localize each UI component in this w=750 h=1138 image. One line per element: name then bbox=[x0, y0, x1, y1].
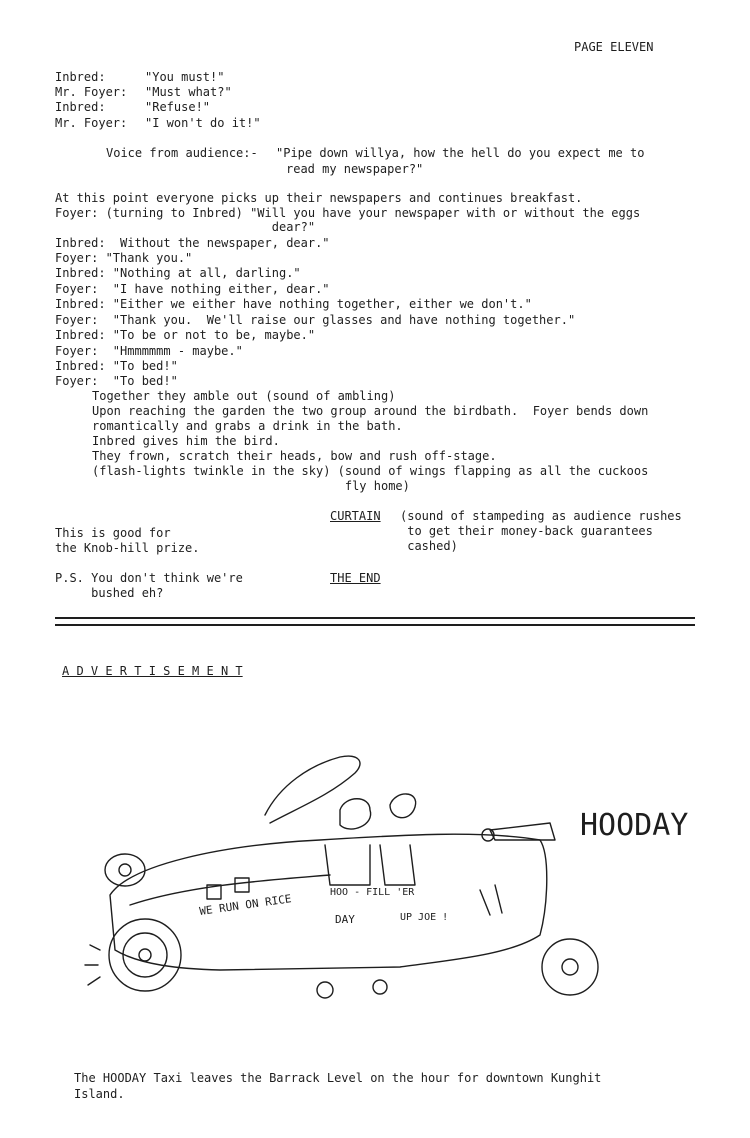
door-lettering-2: DAY bbox=[335, 913, 355, 926]
curtain-note: cashed) bbox=[400, 539, 458, 553]
caption-line: The HOODAY Taxi leaves the Barrack Level on the hour for downtown Kunghit bbox=[74, 1071, 602, 1085]
divider-rule bbox=[55, 617, 695, 619]
speaker: Inbred: bbox=[55, 70, 106, 84]
caption-line: Island. bbox=[74, 1087, 125, 1101]
direction-line: Together they amble out (sound of ambling) bbox=[92, 389, 396, 403]
dialogue-line: "Refuse!" bbox=[145, 100, 211, 114]
the-end: THE END bbox=[330, 571, 381, 585]
direction-line: (flash-lights twinkle in the sky) (sound of wings flapping as all the cuckoos bbox=[92, 464, 649, 478]
ps-note: P.S. You don't think we're bbox=[55, 571, 243, 585]
dialogue-line: Inbred: Without the newspaper, dear." bbox=[55, 236, 330, 250]
ps-note: bushed eh? bbox=[55, 586, 164, 600]
dialogue-line: Foyer: "I have nothing either, dear." bbox=[55, 282, 330, 296]
prize-note: This is good for bbox=[55, 526, 171, 540]
direction-line: Upon reaching the garden the two group around the birdbath. Foyer bends down bbox=[92, 404, 649, 418]
hood-lettering-2: UP JOE ! bbox=[400, 912, 449, 923]
hood-lettering: HOO - FILL 'ER bbox=[330, 887, 415, 898]
dialogue-line: Inbred: "To be or not to be, maybe." bbox=[55, 328, 316, 342]
audience-line: read my newspaper?" bbox=[286, 162, 424, 176]
speaker: Inbred: bbox=[55, 100, 106, 114]
audience-line: "Pipe down willya, how the hell do you expect me to bbox=[276, 146, 645, 160]
dialogue-line: Foyer: "To bed!" bbox=[55, 374, 178, 388]
hooday-lettering: HOODAY bbox=[580, 808, 689, 843]
curtain-note: to get their money-back guarantees bbox=[400, 524, 653, 538]
speaker: Mr. Foyer: bbox=[55, 116, 128, 130]
advertisement-heading: A D V E R T I S E M E N T bbox=[62, 664, 243, 678]
direction-line: They frown, scratch their heads, bow and rush off-stage. bbox=[92, 449, 497, 463]
dialogue-line: Inbred: "Either we either have nothing together, either we don't." bbox=[55, 297, 532, 311]
dialogue-line: dear?" bbox=[55, 220, 316, 234]
divider-rule bbox=[55, 624, 695, 626]
dialogue-line: Inbred: "Nothing at all, darling." bbox=[55, 266, 301, 280]
curtain-word: CURTAIN bbox=[330, 509, 381, 523]
door-lettering: WE RUN ON RICE bbox=[198, 892, 293, 918]
dialogue-line: "Must what?" bbox=[145, 85, 232, 99]
direction-line: Inbred gives him the bird. bbox=[92, 434, 280, 448]
audience-label: Voice from audience:- bbox=[106, 146, 258, 160]
direction-line: fly home) bbox=[92, 479, 410, 493]
dialogue-line: "You must!" bbox=[145, 70, 225, 84]
dialogue-line: Foyer: "Thank you." bbox=[55, 251, 193, 265]
taxi-cartoon-illustration bbox=[70, 745, 710, 1015]
dialogue-line: At this point everyone picks up their newspapers and continues breakfast. bbox=[55, 191, 583, 205]
dialogue-line: Foyer: (turning to Inbred) "Will you have your newspaper with or without the eggs bbox=[55, 206, 641, 220]
dialogue-line: Inbred: "To bed!" bbox=[55, 359, 178, 373]
speaker: Mr. Foyer: bbox=[55, 85, 128, 99]
prize-note: the Knob-hill prize. bbox=[55, 541, 200, 555]
curtain-note: (sound of stampeding as audience rushes bbox=[400, 509, 682, 523]
dialogue-line: Foyer: "Thank you. We'll raise our glasses and have nothing together." bbox=[55, 313, 576, 327]
page-header: PAGE ELEVEN bbox=[574, 40, 654, 54]
dialogue-line: Foyer: "Hmmmmmm - maybe." bbox=[55, 344, 243, 358]
dialogue-line: "I won't do it!" bbox=[145, 116, 261, 130]
direction-line: romantically and grabs a drink in the bath. bbox=[92, 419, 403, 433]
